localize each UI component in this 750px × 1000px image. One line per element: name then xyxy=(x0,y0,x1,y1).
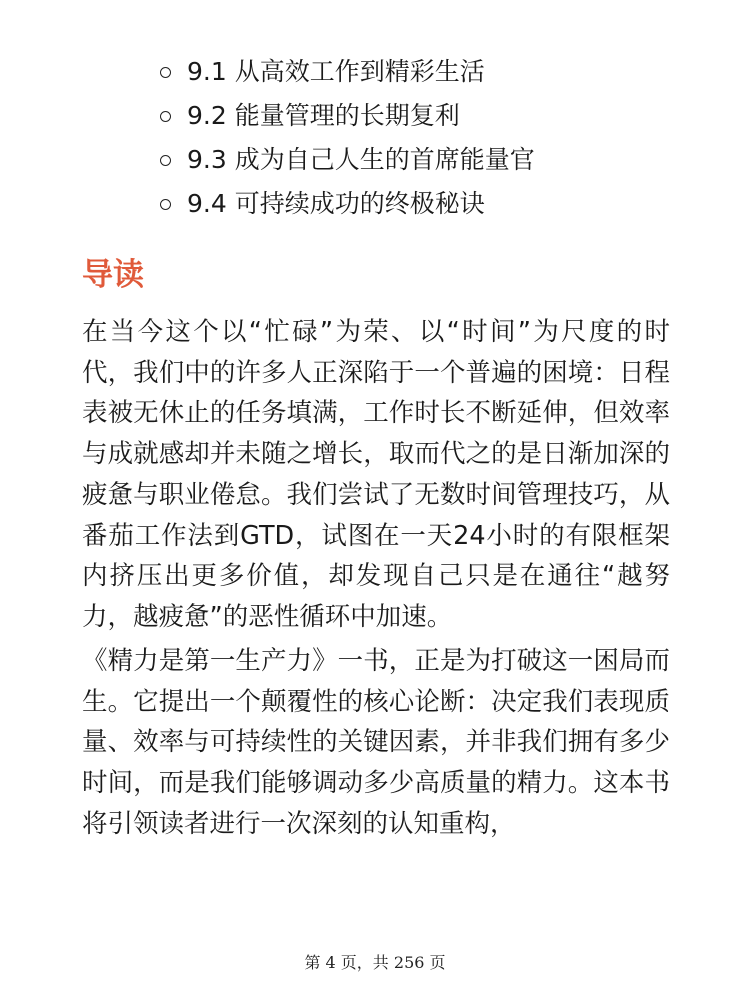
circle-bullet-icon xyxy=(160,155,171,166)
toc-item-label: 9.1 从高效工作到精彩生活 xyxy=(187,57,485,86)
toc-item[interactable] xyxy=(160,50,535,94)
circle-bullet-icon xyxy=(160,67,171,78)
page-number: 第 4 页，共 256 页 xyxy=(304,953,446,972)
section-title: 导读 xyxy=(82,257,144,293)
toc-item[interactable] xyxy=(160,94,535,138)
table-of-contents xyxy=(160,50,535,226)
body-paragraph: 在当今这个以“忙碌”为荣、以“时间”为尺度的时代，我们中的许多人正深陷于一个普遍的困境：日程表被无休止的任务填满，工作时长不断延伸，但效率与成就感却并未随之增长，取而代之的是日渐加深的疲惫与职业倦怠。我们尝试了无数时间管理技巧，从番茄工作法到GTD，试图在一天24小时的有限框架内挤压出更多价值，却发现自己只是在通往“越努力，越疲惫”的恶性循环中加速。 xyxy=(82,317,670,632)
circle-bullet-icon xyxy=(160,111,171,122)
toc-item-label: 9.4 可持续成功的终极秘诀 xyxy=(187,189,485,218)
toc-item-label: 9.2 能量管理的长期复利 xyxy=(187,101,460,130)
circle-bullet-icon xyxy=(160,199,171,210)
body-paragraph: 《精力是第一生产力》一书，正是为打破这一困局而生。它提出一个颠覆性的核心论断：决定我们表现质量、效率与可持续性的关键因素，并非我们拥有多少时间，而是我们能够调动多少高质量的精力。这本书将引领读者进行一次深刻的认知重构， xyxy=(82,646,670,839)
toc-item[interactable] xyxy=(160,138,535,182)
toc-item-label: 9.3 成为自己人生的首席能量官 xyxy=(187,145,535,174)
toc-item[interactable] xyxy=(160,182,535,226)
